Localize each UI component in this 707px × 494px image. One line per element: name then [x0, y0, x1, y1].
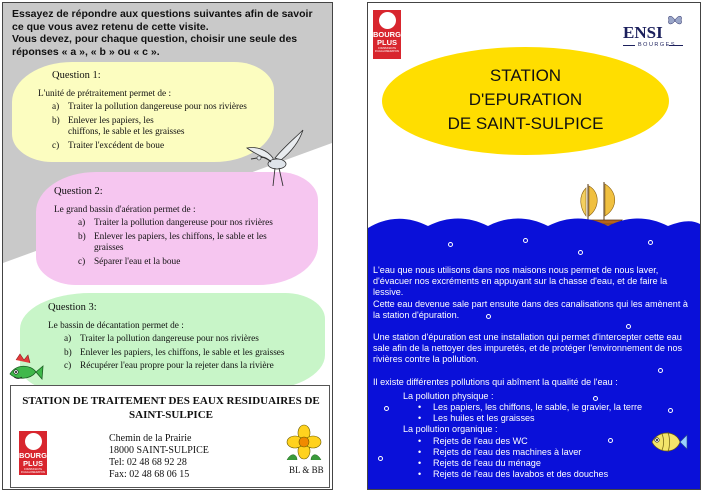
question-2-answers	[78, 218, 310, 268]
sea-background	[368, 228, 700, 489]
list-item-text: Rejets de l'eau des WC	[433, 435, 528, 446]
question-1-title: Question 1:	[52, 70, 101, 81]
answer-key: b)	[64, 347, 72, 358]
list-item	[418, 469, 693, 480]
question-3-statement: Le bassin de décantation permet de :	[48, 320, 184, 331]
list-item-text: Les huiles et les graisses	[433, 413, 535, 424]
answer-key: c)	[78, 256, 86, 267]
logo-tagline: COMMUNAUTE D'AGGLOMERATION	[374, 47, 400, 53]
ensi-rule-left	[623, 45, 635, 46]
answer-text: Traiter l'excédent de boue	[68, 140, 165, 151]
intro-line-1: Essayez de répondre aux questions suivantes afin de savoir ce que vous avez retenu de cette visite.	[12, 8, 313, 33]
logo-ring-icon	[379, 12, 396, 29]
address-phone: Tel: 02 48 68 92 28	[109, 457, 187, 468]
fish-illustration	[4, 352, 44, 386]
logo-tagline: COMMUNAUTE D'AGGLOMERATION	[20, 468, 46, 474]
list-item-text: Rejets de l'eau des lavabos et des douches	[433, 469, 609, 480]
answer-key: b)	[52, 115, 60, 126]
bullet-icon: •	[418, 446, 422, 457]
answer-option[interactable]	[78, 218, 310, 230]
question-1-statement: L'unité de prétraitement permet de :	[38, 88, 172, 99]
answer-key: c)	[52, 140, 60, 151]
list-item-text: Rejets de l'eau des machines à laver	[433, 446, 582, 457]
ensi-rule-right	[669, 45, 683, 46]
bubble-icon	[648, 240, 653, 245]
address-fax: Fax: 02 48 68 06 15	[109, 469, 190, 480]
answer-key: c)	[64, 361, 72, 371]
butterfly-icon	[667, 12, 683, 28]
answer-option[interactable]	[52, 102, 266, 114]
logo-line-1: BOURGES	[373, 30, 411, 39]
station-title	[11, 394, 331, 422]
bullet-icon: •	[418, 402, 422, 413]
answer-key: a)	[64, 334, 72, 344]
bubble-icon	[448, 242, 453, 247]
author-initials: BL & BB	[289, 465, 324, 475]
answer-option[interactable]	[78, 257, 310, 269]
answer-option[interactable]	[64, 348, 317, 360]
logo-line-2: PLUS	[376, 38, 397, 47]
logo-ring-icon	[25, 433, 42, 450]
ensi-logo	[623, 24, 683, 52]
bubble-icon	[578, 250, 583, 255]
logo-line-1: BOURGES	[19, 451, 57, 460]
brochure-title	[382, 64, 669, 136]
question-2-statement: Le grand bassin d'aération permet de :	[54, 204, 196, 215]
organic-pollution-heading: La pollution organique :	[403, 424, 498, 435]
answer-key: b)	[78, 231, 86, 242]
answer-option[interactable]	[78, 232, 310, 255]
station-description	[373, 265, 693, 480]
station-panel	[367, 0, 707, 494]
bullet-icon: •	[418, 458, 422, 469]
station-info-box	[10, 385, 330, 488]
title-line-2: D'EPURATION	[468, 90, 583, 109]
answer-option[interactable]	[64, 334, 317, 346]
list-item	[418, 402, 693, 413]
question-3-answers	[64, 334, 317, 373]
question-2-title: Question 2:	[54, 186, 103, 197]
answer-text: Enlever les papiers, les chiffons, le sable et les graisses	[94, 231, 267, 253]
answer-text: Traiter la pollution dangereuse pour nos rivières	[68, 102, 247, 112]
tropical-fish-illustration	[648, 424, 688, 460]
answer-text: Séparer l'eau et la boue	[94, 256, 181, 267]
list-item-text: Les papiers, les chiffons, le sable, le gravier, la terre	[433, 402, 643, 413]
bullet-icon: •	[418, 413, 422, 424]
bullet-icon: •	[418, 435, 422, 446]
address-city: 18000 SAINT-SULPICE	[109, 445, 209, 456]
answer-option[interactable]	[52, 116, 266, 139]
question-1-answers	[52, 102, 266, 152]
answer-option[interactable]	[64, 361, 317, 373]
bullet-icon: •	[418, 469, 422, 480]
quiz-panel	[0, 0, 335, 494]
answer-text: Enlever les papiers, les chiffons, le sable et les graisses	[80, 347, 285, 358]
list-item	[418, 413, 693, 424]
title-line-1: STATION	[489, 66, 562, 85]
quiz-intro	[12, 8, 317, 58]
station-address	[109, 433, 209, 481]
ensi-subtitle: BOURGES	[638, 42, 677, 48]
answer-text: Traiter la pollution dangereuse pour nos rivières	[94, 218, 273, 228]
ensi-name: ENSI	[623, 23, 663, 42]
answer-text: Traiter la pollution dangereuse pour nos rivières	[80, 334, 259, 344]
bubble-icon	[523, 238, 528, 243]
question-3-box	[20, 293, 325, 391]
flower-illustration	[283, 424, 325, 464]
answer-key: a)	[78, 218, 86, 228]
station-title-line-1: STATION DE TRAITEMENT DES EAUX RESIDUAIRES DE	[22, 395, 320, 407]
answer-text: Récupérer l'eau propre pour la rejeter dans la rivière	[80, 361, 274, 371]
logo-line-2: PLUS	[22, 459, 43, 468]
answer-option[interactable]	[52, 141, 266, 153]
heron-illustration	[245, 128, 307, 190]
answer-text: Enlever les papiers, les chiffons, le sable et les graisses	[68, 115, 185, 137]
question-1-box	[12, 62, 274, 162]
bourges-plus-logo	[373, 10, 411, 59]
list-item-text: Rejets de l'eau du ménage	[433, 458, 541, 469]
question-3-title: Question 3:	[48, 302, 97, 313]
intro-line-2: Vous devez, pour chaque question, choisir une seule des réponses « a », « b » ou « c ».	[12, 33, 298, 58]
paragraph-3: Une station d'épuration est une installation qui permet d'intercepter cette eau sale afin de la nettoyer des impuretés, et de protéger l'environnement de nos rivières contre la pollution.	[373, 332, 683, 365]
paragraph-4: Il existe différentes pollutions qui abîment la qualité de l'eau :	[373, 376, 618, 387]
paragraph-1: L'eau que nous utilisons dans nos maisons nous permet de nous laver, d'évacuer nos excréments en appuyant sur la chasse d'eau, et de faire la lessive.	[373, 265, 668, 298]
title-line-3: DE SAINT-SULPICE	[447, 114, 604, 133]
address-street: Chemin de la Prairie	[109, 433, 192, 444]
physical-pollution-heading: La pollution physique :	[403, 390, 494, 401]
paragraph-2: Cette eau devenue sale part ensuite dans des canalisations qui les amènent à la station d'épuration.	[373, 298, 688, 320]
station-title-line-2: SAINT-SULPICE	[129, 409, 213, 421]
answer-key: a)	[52, 102, 60, 112]
bourges-plus-logo	[19, 431, 57, 475]
